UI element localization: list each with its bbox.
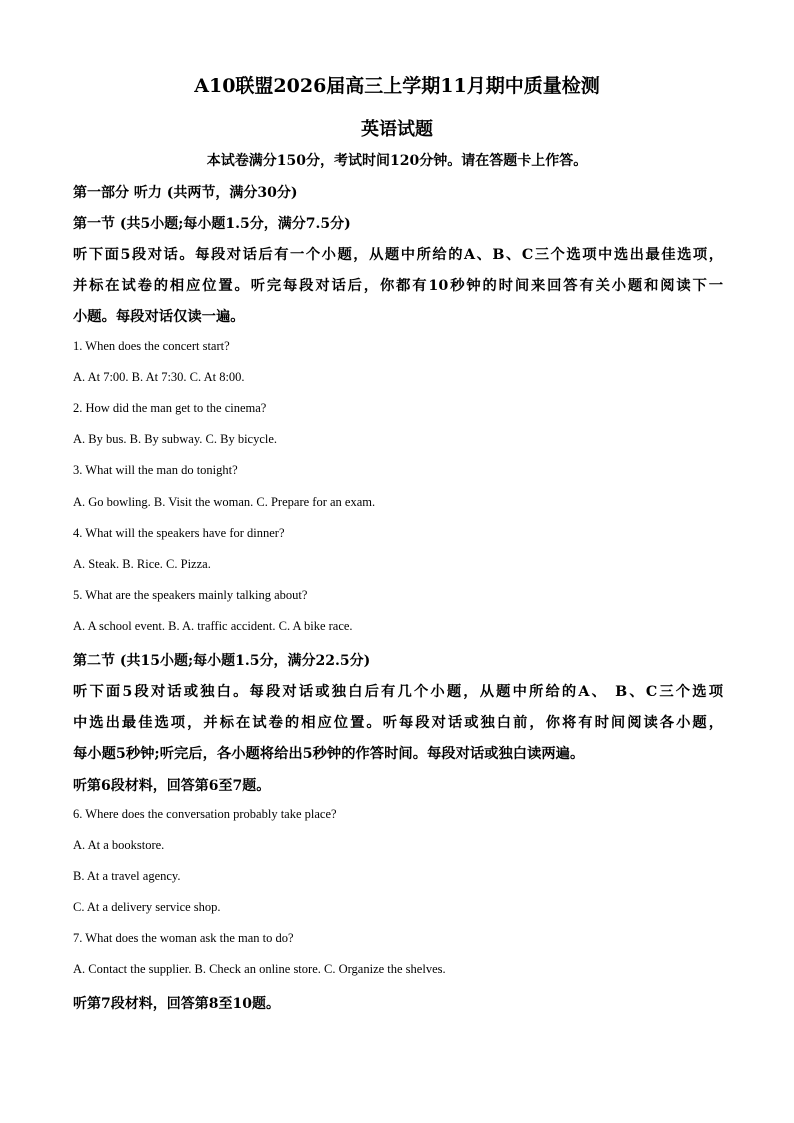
question-1: 1. When does the concert start? [73,339,230,353]
question-6: 6. Where does the conversation probably take place? [73,807,337,821]
material-6-heading: 听第6段材料，回答第6至7题。 [73,778,271,794]
section2-heading: 第二节 (共15小题;每小题1.5分，满分22.5分) [73,653,371,669]
page-title: A10联盟2026届高三上学期11月期中质量检测 [194,75,600,97]
question-1-options: A. At 7:00. B. At 7:30. C. At 8:00. [73,370,245,384]
question-5-options: A. A school event. B. A. traffic accident. C. A bike race. [73,619,353,633]
section1-instruction-line: 听下面5段对话。每段对话后有一个小题，从题中所给的A、B、C三个选项中选出最佳选项， [73,247,723,263]
question-7-options: A. Contact the supplier. B. Check an online store. C. Organize the shelves. [73,962,446,976]
question-6-option-a: A. At a bookstore. [73,838,165,852]
section1-instruction-line: 小题。每段对话仅读一遍。 [73,309,245,325]
section2-instruction-line: 每小题5秒钟;听完后，各小题将给出5秒钟的作答时间。每段对话或独白读两遍。 [73,746,585,762]
question-6-option-b: B. At a travel agency. [73,869,181,883]
question-3-options: A. Go bowling. B. Visit the woman. C. Prepare for an exam. [73,495,376,509]
question-4-options: A. Steak. B. Rice. C. Pizza. [73,557,211,571]
section1-instruction-line: 并标在试卷的相应位置。听完每段对话后，你都有10秒钟的时间来回答有关小题和阅读下一 [73,278,723,294]
question-3: 3. What will the man do tonight? [73,463,238,477]
exam-note: 本试卷满分150分，考试时间120分钟。请在答题卡上作答。 [206,153,588,169]
question-5: 5. What are the speakers mainly talking about? [73,588,308,602]
page-subtitle: 英语试题 [361,119,433,140]
question-2-options: A. By bus. B. By subway. C. By bicycle. [73,432,278,446]
part1-heading: 第一部分 听力 (共两节，满分30分) [73,185,298,201]
question-2: 2. How did the man get to the cinema? [73,401,267,415]
question-4: 4. What will the speakers have for dinner? [73,526,285,540]
question-7: 7. What does the woman ask the man to do? [73,931,294,945]
section1-heading: 第一节 (共5小题;每小题1.5分，满分7.5分) [73,216,351,232]
section2-instruction-line: 中选出最佳选项，并标在试卷的相应位置。听每段对话或独白前，你将有时间阅读各小题， [73,715,723,731]
question-6-option-c: C. At a delivery service shop. [73,900,221,914]
material-7-heading: 听第7段材料，回答第8至10题。 [73,996,280,1012]
section2-instruction-line: 听下面5段对话或独白。每段对话或独白后有几个小题，从题中所给的A、 B、C三个选项 [73,684,723,700]
